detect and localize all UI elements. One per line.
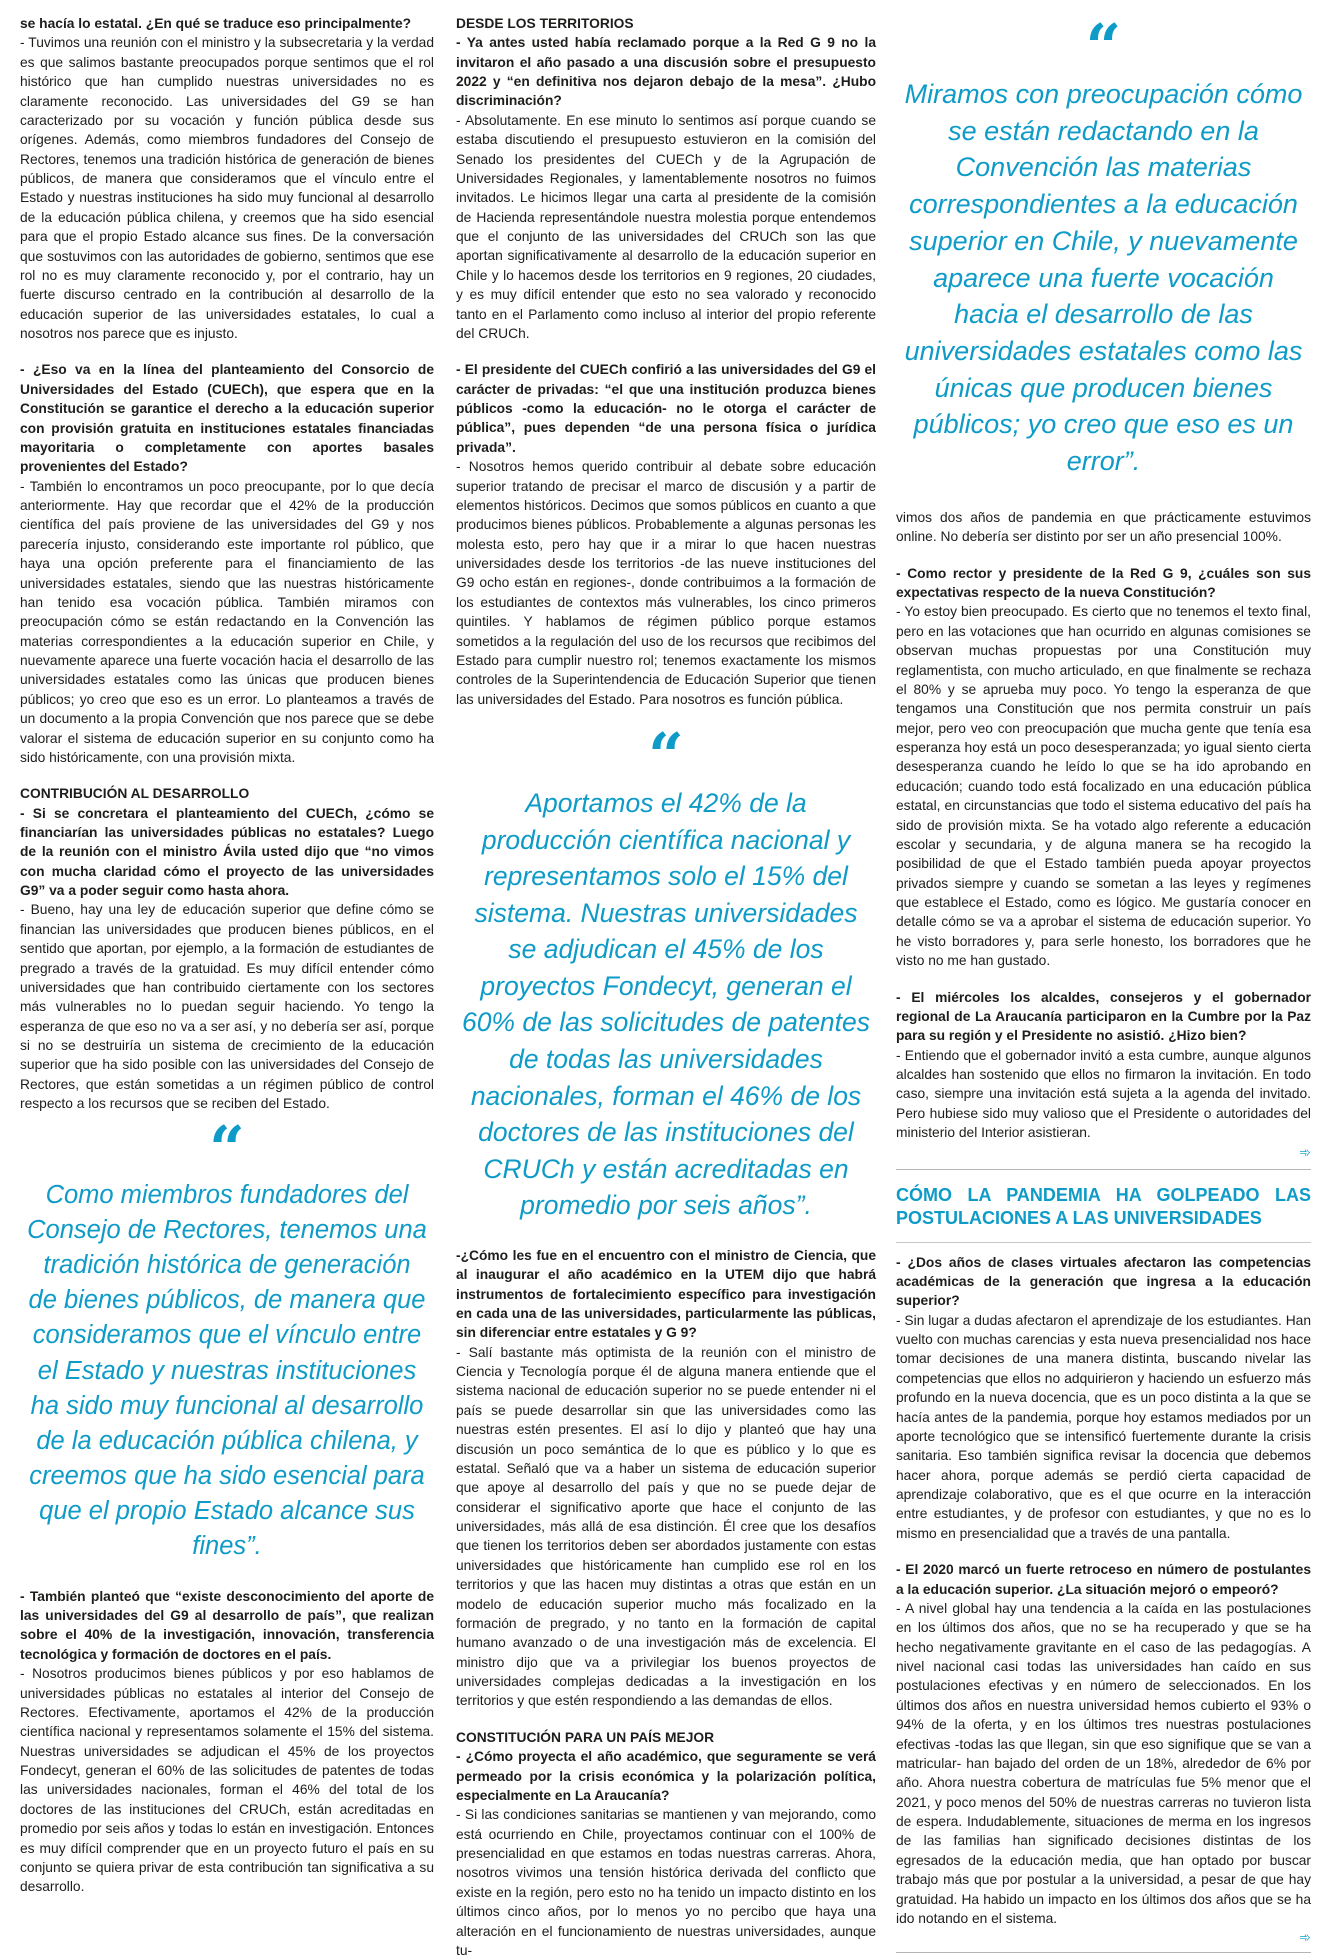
section-subhead: CONSTITUCIÓN PARA UN PAÍS MEJOR: [456, 1729, 715, 1745]
question: - El 2020 marcó un fuerte retroceso en número de postulantes a la educación superior. ¿La situación mejoró o empeoró?: [896, 1562, 1311, 1597]
section-subhead: DESDE LOS TERRITORIOS: [456, 16, 634, 31]
box-title: CÓMO LA PANDEMIA HA GOLPEADO LAS POSTULACIONES A LAS UNIVERSIDADES: [896, 1184, 1311, 1228]
column-1: [20, 14, 434, 1897]
answer: - Tuvimos una reunión con el ministro y la subsecretaria y la verdad es que salimos bastante preocupados porque sentimos que el rol histórico que han cumplido nuestras universidades no es claramente reconocido. Las universidades del G9 se han caracterizado por su vocación y función pública desde sus orígenes. Además, como miembros fundadores del Consejo de Rectores, tenemos una tradición histórica de generación de bienes públicos, de manera que consideramos que el vínculo entre el Estado y nuestras instituciones ha sido muy funcional al desarrollo de la educación pública chilena, y creemos que ha sido esencial para que el propio Estado alcance sus fines. De la conversación que sostuvimos con las autoridades de gobierno, sentimos que ese rol no es muy claramente reconocido y, por el contrario, hay un fuerte discurso centrado en la contribución al desarrollo de la educación superior de las universidades estatales, lo cual a nosotros nos parece que es injusto.: [20, 35, 434, 341]
answer-continued: vimos dos años de pandemia en que prácticamente estuvimos online. No debería ser distinto por ser un año presencial 100%.: [896, 509, 1311, 545]
question: - El presidente del CUECh confirió a las universidades del G9 el carácter de privadas: “el que una institución produzca bienes públicos -como la educación- no le otorga el carácter de pública”, pues dependen “de una persona física o jurídica privada”.: [456, 362, 876, 455]
answer: - Nosotros hemos querido contribuir al debate sobre educación superior tratando de precisar el marco de discusión y a partir de elementos históricos. Decimos que somos públicos en cuanto a que producimos bienes públicos. Probablemente a algunas personas les molesta esto, pero hay que ir a mirar lo que hacen nuestras universidades desde los territorios -de las nueve instituciones del G9 ocho están en regiones-, donde contribuimos a la formación de los estudiantes de contextos más vulnerables, los cinco primeros quintiles. Y hablamos de régimen público porque estamos sometidos a la regulación del uso de los recursos que recibimos del Estado para cumplir nuestro rol; tenemos exactamente los mismos controles de la Superintendencia de Educación Superior que tienen las universidades del Estado. Para nosotros es función pública.: [456, 459, 876, 707]
continue-arrow-icon: ➾: [1299, 1143, 1311, 1160]
question: -¿Cómo les fue en el encuentro con el ministro de Ciencia, que al inaugurar el año académico en la UTEM dijo que habrá instrumentos de fortalecimiento específico para investigación en cada una de las universidades, particularmente las públicas, sin diferenciar entre estatales y G 9?: [456, 1247, 876, 1341]
quote-mark-icon: “: [1085, 10, 1122, 83]
quote-mark-icon: “: [648, 719, 684, 793]
answer: - Yo estoy bien preocupado. Es cierto que no tenemos el texto final, pero en las votaciones que han ocurrido en algunas comisiones se observan muchas propuestas por una Constitución muy reglamentista, con mucho articulado, en que finalmente se rechaza el 80% y se aprueba muy poco. Yo tengo la esperanza de que tengamos una Constitución que nos permita construir un país mejor, pero veo con preocupación que mucha gente que tenía esa esperanza hoy está un poco desesperanzada; yo igual siento cierta desesperanza cuando he leído lo que se ha ido aprobando en educación; cuando todo está focalizado en una educación pública estatal, en circunstancias que todo el sistema educativo del país ha sido de provisión mixta. Se ha votado algo referente a educación escolar y secundaria, y de alguna manera se ha recogido la posibilidad de que el Estado también pueda apoyar proyectos privados siempre y cuando se sometan a las leyes y regímenes que establece el Estado, como es lógico. Me gustaría conocer en detalle cómo se va a aprobar el sistema de educación superior. Yo he visto borradores y, para serle honesto, los borradores que he visto no me han gustado.: [896, 604, 1311, 969]
question: - También planteó que “existe desconocimiento del aporte de las universidades del G9 al desarrollo de país”, que realizan sobre el 40% de la investigación, innovación, transferencia tecnológica y formación de doctores en el país.: [20, 1588, 434, 1662]
box-title-divider: [896, 1242, 1311, 1243]
box-bottom-divider: [896, 1952, 1311, 1953]
pull-quote: Miramos con preocupación cómo se están redactando en la Convención las materias correspondientes a la educación superior en Chile, y nuevamente aparece una fuerte vocación hacia el desarrollo de las universidades estatales como las únicas que producen bienes públicos; yo creo que eso es un error”.: [904, 79, 1303, 477]
answer: - Salí bastante más optimista de la reunión con el ministro de Ciencia y Tecnología porque él de alguna manera entiende que el sistema nacional de educación superior no se puede entender ni el país se puede desarrollar sin que las universidades como las nuestras estén presentes. El así lo dijo y planteó que hay una discusión un poco semántica de lo que es público y lo que es estatal. Señaló que va a haber un sistema de educación superior que apoye al desarrollo del país y que no se puede dejar de considerar el significativo aporte que hace el conjunto de las universidades, más allá de esa distinción. Él cree que los desafíos que tienen los territorios deben ser abordados justamente con estas universidades que históricamente han cumplido ese rol en los territorios y que las hacen muy distintas a otras que están en un modelo de educación superior mucho más focalizado en la formación de pregrado, y no tanto en la formación de capital humano avanzado o de una investigación más de excelencia. El ministro dijo que va a privilegiar los buenos proyectos de universidades complejas dedicadas a la investigación en los territorios y que estén respondiendo a las demandas de ellos.: [456, 1344, 876, 1709]
quote-mark-icon: “: [209, 1111, 245, 1185]
column-2: [456, 14, 876, 1960]
pull-quote: Aportamos el 42% de la producción científica nacional y representamos solo el 15% del sistema. Nuestras universidades se adjudican el 45% de los proyectos Fondecyt, generan el 60% de las solicitudes de patentes de todas las universidades nacionales, forman el 46% de los doctores de las instituciones del CRUCh y están acreditadas en promedio por seis años”.: [461, 788, 871, 1221]
question: - Como rector y presidente de la Red G 9, ¿cuáles son sus expectativas respecto de la nueva Constitución?: [896, 565, 1311, 601]
question: - ¿Cómo proyecta el año académico, que seguramente se verá permeado por la crisis económica y la polarización política, especialmente en La Araucanía?: [456, 1749, 876, 1803]
question: - Si se concretara el planteamiento del CUECh, ¿cómo se financiarían las universidades públicas no estatales? Luego de la reunión con el ministro Ávila usted dijo que “no vimos con mucha claridad cómo el proyecto de las universidades G9” va a poder seguir como hasta ahora.: [20, 805, 434, 899]
answer: - Sin lugar a dudas afectaron el aprendizaje de los estudiantes. Han vuelto con muchas carencias y esta nueva presencialidad nos hace tomar decisiones de una manera distinta, buscando nivelar las competencias que ellos no adquirieron y haciendo un esfuerzo más profundo en la nueva docencia, que es un poco distinta a la que se hacía antes de la pandemia, porque hoy estamos mediados por un aporte tecnológico que se intensificó fuertemente durante la crisis sanitaria. Eso también significa revisar la docencia que debemos hacer ahora, porque además se perdió cierta capacidad de aprendizaje colaborativo, que es el que ocurre en la interacción entre estudiantes, y de profesor con estudiantes, y que no es lo mismo en presencialidad que a través de una pantalla.: [896, 1312, 1311, 1541]
answer: - Absolutamente. En ese minuto lo sentimos así porque cuando se estaba discutiendo el presupuesto estuvieron en la comisión del Senado los presidentes del CUECh y de la Agrupación de Universidades Regionales, y lamentablemente nosotros no fuimos invitados. Le hicimos llegar una carta al presidente de la comisión de Hacienda representándole nuestra molestia porque entendemos que el conjunto de las universidades del CRUCh son las que aportan significativamente al desarrollo de la educación superior en Chile y lo hacemos desde los territorios en 9 regiones, 20 ciudades, y es muy difícil entender que esto no sea valorado y reconocido tanto en el Parlamento como incluso al interior del propio referente del CRUCh.: [456, 112, 876, 341]
answer: - Bueno, hay una ley de educación superior que define cómo se financian las universidades que producen bienes públicos, en el sentido que aportan, por ejemplo, a la formación de estudiantes de pregrado a través de la gratuidad. Es muy difícil entender cómo universidades que han contribuido ciertamente con los sectores más vulnerables no lo puedan seguir haciendo. Yo tengo la esperanza de que eso no va a ser así, y no debería ser así, porque si no se destruiría un sistema de crecimiento de la educación superior que ha sido posible con las universidades del Consejo de Rectores, que están sometidas a un régimen público de control respecto a los recursos que se reciben del Estado.: [20, 902, 434, 1112]
question: - ¿Dos años de clases virtuales afectaron las competencias académicas de la generación que ingresa a la educación superior?: [896, 1254, 1311, 1309]
question: - Ya antes usted había reclamado porque a la Red G 9 no la invitaron el año pasado a una discusión sobre el presupuesto 2022 y “en definitiva nos dejaron debajo de la mesa”. ¿Hubo discriminación?: [456, 35, 876, 109]
column-3: [896, 10, 1311, 1953]
question-intro: se hacía lo estatal. ¿En qué se traduce eso principalmente?: [20, 16, 412, 31]
answer: - También lo encontramos un poco preocupante, por lo que decía anteriormente. Hay que recordar que el 42% de la producción científica del país proviene de las universidades del G9 y nos parecería injusto, considerando este importante rol público, que haya una opción preferente para el financiamiento de las universidades estatales, siendo que las nuestras históricamente han tenido esa vocación pública. También miramos con preocupación cómo se están redactando en la Convención las materias correspondientes a la educación superior en Chile, y nuevamente aparece una fuerte vocación hacia el desarrollo de las universidades estatales como las únicas que producen bienes públicos; yo creo que eso es un error. Lo planteamos a través de un documento a la propia Convención que nos parece que se debe valorar el sistema de educación superior en su conjunto como ha sido históricamente, con una provisión mixta.: [20, 478, 434, 765]
continue-arrow-icon: ➾: [1299, 1929, 1311, 1946]
answer: - A nivel global hay una tendencia a la caída en las postulaciones en los últimos dos años, que no se ha recuperado y que se ha hecho negativamente gravitante en el caso de las pedagogías. A nivel nacional casi todas las universidades han caído en sus postulaciones efectivas y en número de seleccionados. En los últimos dos años en nuestra universidad hemos cubierto el 93% o 94% de la oferta, y en los últimos tres nuestras postulaciones efectivas -todas las que llegan, sin que eso signifique que se van a matricular- han bajado del orden de un 18%, alrededor de 6% por año. Ahora nuestra cobertura de matrículas fue 5% menor que el 2021, y poco menos del 50% de nuestras carreras no tuvieron lista de espera. Indudablemente, situaciones de merma en los ingresos de las familias han significado decisiones distintas de los egresados de la educación media, que han optado por buscar trabajo más que por postular a la universidad, a pesar de que hay gratuidad. Ha habido un impacto en los últimos dos años que se ha ido notando en el sistema.: [896, 1600, 1311, 1926]
section-subhead: CONTRIBUCIÓN AL DESARROLLO: [20, 786, 250, 802]
question: - El miércoles los alcaldes, consejeros y el gobernador regional de La Araucanía participaron en la Cumbre por la Paz para su región y el Presidente no asistió. ¿Hizo bien?: [896, 989, 1311, 1044]
answer: - Nosotros producimos bienes públicos y por eso hablamos de universidades públicas no estatales al interior del Consejo de Rectores. Efectivamente, aportamos el 42% de la producción científica nacional y representamos solamente el 15% del sistema. Nuestras universidades se adjudican el 45% de los proyectos Fondecyt, generan el 60% de las solicitudes de patentes de todas las universidades nacionales, forman el 46% del total de los doctores de las instituciones del CRUCh, están acreditadas en promedio por seis años y todas lo están en investigación. Entonces es muy difícil comprender que en un proyecto futuro el país en su conjunto se quiera privar de esta contribución tan significativa a su desarrollo.: [20, 1666, 434, 1895]
answer: - Si las condiciones sanitarias se mantienen y van mejorando, como está ocurriendo en Chile, proyectamos continuar con el 100% de presencialidad en que estamos en todas nuestras carreras. Ahora, nosotros vivimos una tensión histórica derivada del conflicto que existe en la región, pero esto no ha tenido un impacto distinto en los últimos cinco años, por lo menos yo no percibo que haya una alteración en el funcionamiento de nuestras universidades, aunque tu-: [456, 1807, 876, 1958]
question: - ¿Eso va en la línea del planteamiento del Consorcio de Universidades del Estado (CUECh), que espera que en la Constitución se garantice el derecho a la educación superior con provisión gratuita en instituciones estatales financiadas mayoritaria o completamente con aportes basales provenientes del Estado?: [20, 362, 434, 475]
pull-quote: Como miembros fundadores del Consejo de Rectores, tenemos una tradición histórica de generación de bienes públicos, de manera que consideramos que el vínculo entre el Estado y nuestras instituciones ha sido muy funcional al desarrollo de la educación pública chilena, y creemos que ha sido esencial para que el propio Estado alcance sus fines”.: [27, 1180, 427, 1561]
answer: - Entiendo que el gobernador invitó a esta cumbre, aunque algunos alcaldes han sostenido que ellos no firmaron la invitación. En todo caso, siempre una invitación está sujeta a la agenda del invitado. Pero hubiese sido muy valioso que el Presidente o autoridades del ministerio del Interior asistieran.: [896, 1047, 1311, 1141]
box-divider: [896, 1169, 1311, 1170]
